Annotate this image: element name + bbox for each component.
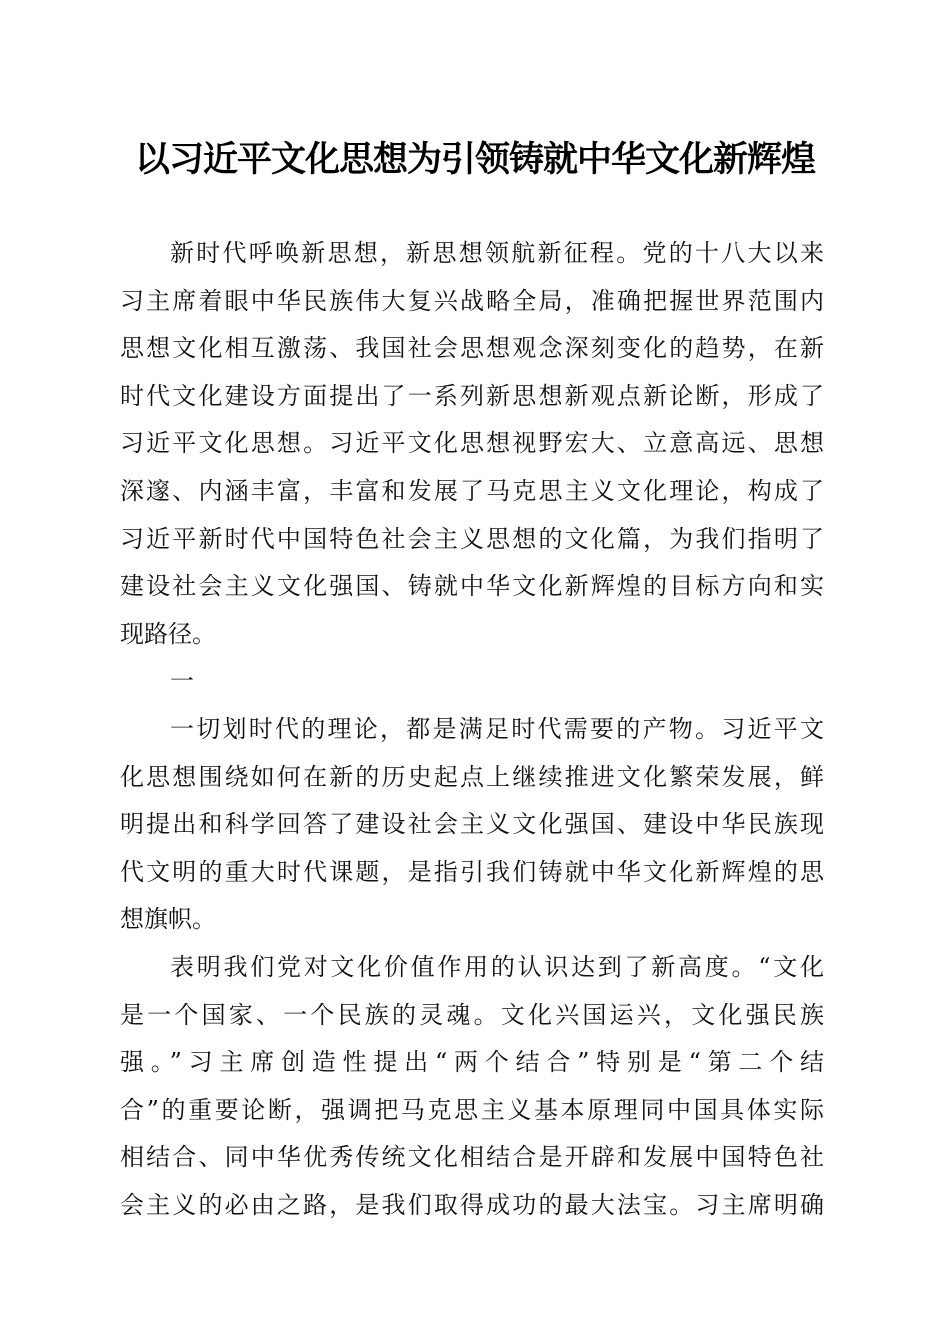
text-line: 思想文化相互激荡、我国社会思想观念深刻变化的趋势，在新 — [120, 334, 824, 363]
text-line: 强。”习主席创造性提出“两个结合”特别是“第二个结 — [120, 1048, 824, 1077]
text-line: 习近平文化思想。习近平文化思想视野宏大、立意高远、思想 — [120, 429, 824, 458]
text-line: 代文明的重大时代课题，是指引我们铸就中华文化新辉煌的思 — [120, 857, 824, 886]
text-line: 时代文化建设方面提出了一系列新思想新观点新论断，形成了 — [120, 381, 824, 410]
document-title: 以习近平文化思想为引领铸就中华文化新辉煌 — [134, 140, 815, 180]
text-line: 习近平新时代中国特色社会主义思想的文化篇，为我们指明了 — [120, 524, 824, 553]
document-body — [120, 230, 824, 1229]
text-line: 化思想围绕如何在新的历史起点上继续推进文化繁荣发展，鲜 — [120, 762, 824, 791]
text-line: 相结合、同中华优秀传统文化相结合是开辟和发展中国特色社 — [120, 1143, 824, 1172]
text-line: 合”的重要论断，强调把马克思主义基本原理同中国具体实际 — [120, 1095, 824, 1124]
text-line: 现路径。 — [120, 619, 216, 648]
text-line: 一切划时代的理论，都是满足时代需要的产物。习近平文 — [170, 714, 824, 743]
text-line: 新时代呼唤新思想，新思想领航新征程。党的十八大以来 — [170, 239, 824, 267]
text-line: 表明我们党对文化价值作用的认识达到了新高度。“文化 — [170, 952, 824, 981]
text-line: 会主义的必由之路，是我们取得成功的最大法宝。习主席明确 — [120, 1190, 824, 1219]
text-line: 习主席着眼中华民族伟大复兴战略全局，准确把握世界范围内 — [120, 286, 824, 315]
text-line: 想旗帜。 — [120, 905, 216, 934]
text-line: 是一个国家、一个民族的灵魂。文化兴国运兴，文化强民族 — [120, 1000, 824, 1029]
text-line: 建设社会主义文化强国、铸就中华文化新辉煌的目标方向和实 — [120, 572, 824, 601]
text-line: 深邃、内涵丰富，丰富和发展了马克思主义文化理论，构成了 — [120, 476, 824, 505]
section-heading: 一 — [170, 667, 194, 696]
text-line: 明提出和科学回答了建设社会主义文化强国、建设中华民族现 — [120, 810, 824, 839]
